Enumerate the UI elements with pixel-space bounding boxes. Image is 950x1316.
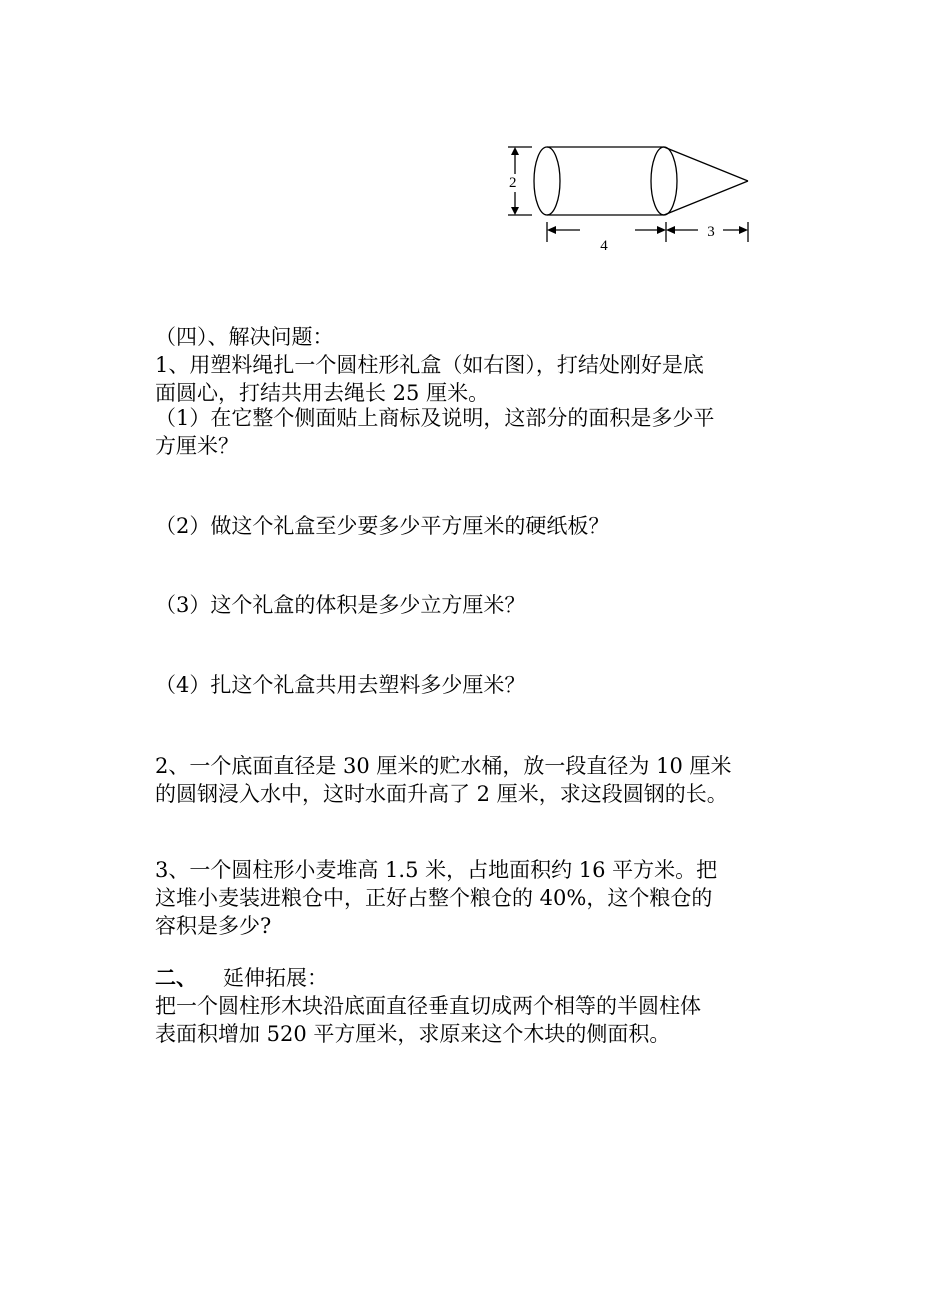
section-two-heading bbox=[155, 964, 800, 992]
question-3-line: 3、一个圆柱形小麦堆高 1.5 米，占地面积约 16 平方米。把 bbox=[155, 858, 718, 882]
question-2 bbox=[155, 752, 800, 808]
question-1-part-3: （3）这个礼盒的体积是多少立方厘米？ bbox=[155, 593, 526, 617]
question-1-part-1 bbox=[155, 404, 800, 460]
section-two-number: 二、 bbox=[155, 965, 197, 990]
question-3-line: 这堆小麦装进粮仓中，正好占整个粮仓的 40%，这个粮仓的 bbox=[155, 886, 713, 910]
question-1-part-2: （2）做这个礼盒至少要多少平方厘米的硬纸板？ bbox=[155, 514, 610, 538]
question-2-line: 2、一个底面直径是 30 厘米的贮水桶，放一段直径为 10 厘米 bbox=[155, 754, 732, 778]
question-1-line: 1、用塑料绳扎一个圆柱形礼盒（如右图），打结处刚好是底 bbox=[155, 353, 704, 377]
arrow-up bbox=[511, 147, 519, 155]
arrow-right-length bbox=[657, 226, 666, 234]
question-3-line: 容积是多少? bbox=[155, 914, 272, 938]
cylinder-left-base bbox=[534, 147, 560, 215]
height-label: 2 bbox=[509, 175, 517, 191]
extension-question-line: 表面积增加 520 平方厘米，求原来这个木块的侧面积。 bbox=[155, 1022, 671, 1046]
cylinder-right-base bbox=[651, 147, 677, 215]
arrow-down bbox=[511, 207, 519, 215]
question-3 bbox=[155, 856, 800, 940]
arrow-right-cone bbox=[739, 226, 748, 234]
question-1-part-1-line: 方厘米？ bbox=[155, 434, 239, 458]
length-label: 4 bbox=[600, 238, 608, 254]
arrow-left-cone bbox=[666, 226, 675, 234]
question-2-line: 的圆钢浸入水中，这时水面升高了 2 厘米，求这段圆钢的长。 bbox=[155, 782, 728, 806]
question-1-line: 面圆心，打结共用去绳长 25 厘米。 bbox=[155, 381, 490, 405]
section-two-title: 延伸拓展： bbox=[223, 966, 328, 990]
cone-length-label: 3 bbox=[707, 224, 715, 240]
section-four-heading: （四）、解决问题： bbox=[155, 325, 334, 349]
arrow-left-length bbox=[547, 226, 556, 234]
question-1-part-4: （4）扎这个礼盒共用去塑料多少厘米？ bbox=[155, 673, 526, 697]
question-1 bbox=[155, 351, 800, 407]
extension-question-line: 把一个圆柱形木块沿底面直径垂直切成两个相等的半圆柱体 bbox=[155, 994, 701, 1018]
extension-question bbox=[155, 992, 800, 1048]
cylinder-cone-diagram bbox=[490, 130, 770, 260]
question-1-part-1-line: （1）在它整个侧面贴上商标及说明，这部分的面积是多少平 bbox=[155, 406, 715, 430]
